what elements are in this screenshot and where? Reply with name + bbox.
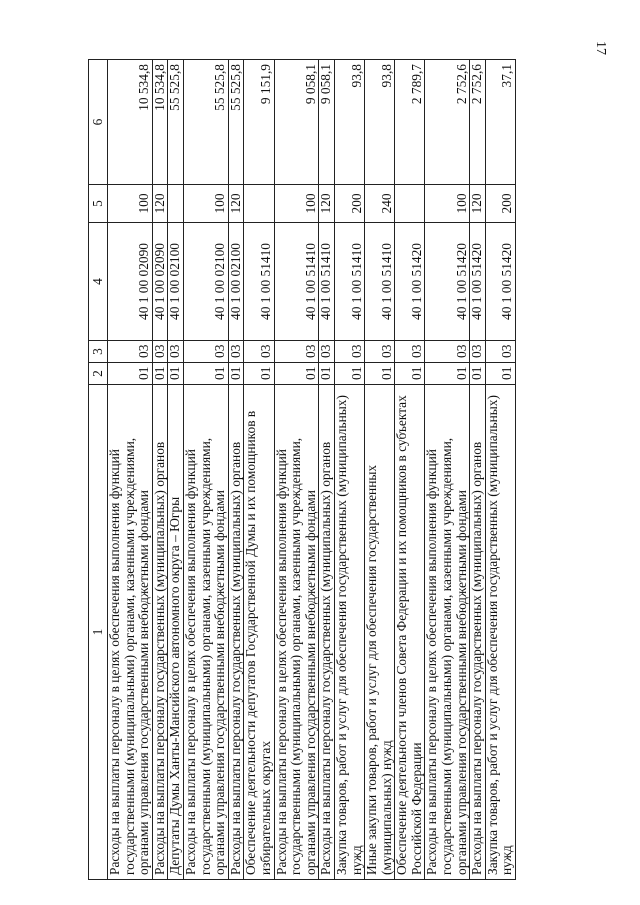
cell-section: 01 — [168, 363, 184, 385]
header-col-3: 3 — [89, 341, 108, 363]
cell-subsection: 03 — [334, 341, 364, 363]
table-row — [425, 60, 470, 880]
cell-subsection: 03 — [470, 341, 486, 363]
header-col-6: 6 — [89, 60, 108, 185]
page-number: 17 — [593, 41, 608, 55]
cell-subsection: 03 — [228, 341, 244, 363]
cell-subsection: 03 — [168, 341, 184, 363]
cell-amount: 93,8 — [334, 60, 364, 185]
cell-description: Расходы на выплаты персоналу в целях обеспечения выполнения функций государственными (муниципальными) органами, казенными учреждениями, органами управления государственными внебюджетными фондами — [274, 385, 319, 880]
cell-section: 01 — [319, 363, 335, 385]
cell-expense-type: 240 — [365, 185, 395, 223]
cell-section: 01 — [108, 363, 153, 385]
cell-amount: 2 789,7 — [395, 60, 425, 185]
cell-expense-type — [244, 185, 274, 223]
cell-subsection: 03 — [425, 341, 470, 363]
cell-description: Расходы на выплаты персоналу в целях обеспечения выполнения функций государственными (муниципальными) органами, казенными учреждениями, органами управления государственными внебюджетными фондами — [425, 385, 470, 880]
cell-amount: 9 058,1 — [319, 60, 335, 185]
cell-expense-type: 120 — [152, 185, 168, 223]
cell-target-code: 40 1 00 02100 — [228, 223, 244, 341]
budget-table — [88, 59, 516, 880]
cell-amount: 55 525,8 — [228, 60, 244, 185]
cell-amount: 93,8 — [365, 60, 395, 185]
cell-target-code: 40 1 00 51420 — [395, 223, 425, 341]
cell-description: Расходы на выплаты персоналу государственных (муниципальных) органов — [470, 385, 486, 880]
cell-target-code: 40 1 00 51410 — [274, 223, 319, 341]
header-col-4: 4 — [89, 223, 108, 341]
cell-expense-type — [168, 185, 184, 223]
cell-subsection: 03 — [183, 341, 228, 363]
cell-section: 01 — [485, 363, 515, 385]
cell-description: Депутаты Думы Ханты-Мансийского автономного округа – Югры — [168, 385, 184, 880]
table-row — [168, 60, 184, 880]
cell-amount: 2 752,6 — [425, 60, 470, 185]
rotated-page-content — [88, 60, 633, 880]
cell-expense-type: 100 — [108, 185, 153, 223]
cell-target-code: 40 1 00 51420 — [470, 223, 486, 341]
cell-section: 01 — [425, 363, 470, 385]
cell-target-code: 40 1 00 51410 — [365, 223, 395, 341]
cell-target-code: 40 1 00 51410 — [319, 223, 335, 341]
table-row — [183, 60, 228, 880]
cell-target-code: 40 1 00 02100 — [183, 223, 228, 341]
table-row — [365, 60, 395, 880]
cell-expense-type: 120 — [470, 185, 486, 223]
cell-subsection: 03 — [485, 341, 515, 363]
cell-description: Расходы на выплаты персоналу государственных (муниципальных) органов — [228, 385, 244, 880]
cell-target-code: 40 1 00 51410 — [334, 223, 364, 341]
cell-description: Закупка товаров, работ и услуг для обеспечения государственных (муниципальных) нужд — [485, 385, 515, 880]
table-row — [319, 60, 335, 880]
cell-subsection: 03 — [319, 341, 335, 363]
cell-description: Расходы на выплаты персоналу государственных (муниципальных) органов — [319, 385, 335, 880]
cell-description: Обеспечение деятельности членов Совета Федерации и их помощников в субъектах Российской Федерации — [395, 385, 425, 880]
cell-description: Расходы на выплаты персоналу в целях обеспечения выполнения функций государственными (муниципальными) органами, казенными учреждениями, органами управления государственными внебюджетными фондами — [108, 385, 153, 880]
cell-expense-type — [395, 185, 425, 223]
cell-section: 01 — [183, 363, 228, 385]
cell-target-code: 40 1 00 51420 — [425, 223, 470, 341]
table-body — [108, 60, 516, 880]
cell-amount: 55 525,8 — [183, 60, 228, 185]
cell-amount: 10 534,8 — [152, 60, 168, 185]
cell-subsection: 03 — [152, 341, 168, 363]
cell-amount: 9 151,9 — [244, 60, 274, 185]
cell-expense-type: 100 — [425, 185, 470, 223]
cell-amount: 37,1 — [485, 60, 515, 185]
cell-description: Расходы на выплаты персоналу в целях обеспечения выполнения функций государственными (муниципальными) органами, казенными учреждениями, органами управления государственными внебюджетными фондами — [183, 385, 228, 880]
cell-description: Обеспечение деятельности депутатов Государственной Думы и их помощников в избирательных округах — [244, 385, 274, 880]
cell-target-code: 40 1 00 02090 — [152, 223, 168, 341]
cell-subsection: 03 — [365, 341, 395, 363]
table-row — [228, 60, 244, 880]
cell-description: Закупка товаров, работ и услуг для обеспечения государственных (муниципальных) нужд — [334, 385, 364, 880]
table-header-row — [89, 60, 108, 880]
cell-section: 01 — [395, 363, 425, 385]
table-row — [152, 60, 168, 880]
cell-expense-type: 120 — [319, 185, 335, 223]
header-col-1: 1 — [89, 385, 108, 880]
cell-target-code: 40 1 00 51420 — [485, 223, 515, 341]
cell-section: 01 — [470, 363, 486, 385]
cell-subsection: 03 — [395, 341, 425, 363]
cell-target-code: 40 1 00 51410 — [244, 223, 274, 341]
cell-section: 01 — [228, 363, 244, 385]
table-row — [108, 60, 153, 880]
cell-section: 01 — [152, 363, 168, 385]
cell-expense-type: 120 — [228, 185, 244, 223]
cell-description: Расходы на выплаты персоналу государственных (муниципальных) органов — [152, 385, 168, 880]
cell-target-code: 40 1 00 02090 — [108, 223, 153, 341]
cell-subsection: 03 — [274, 341, 319, 363]
cell-amount: 55 525,8 — [168, 60, 184, 185]
cell-description: Иные закупки товаров, работ и услуг для обеспечения государственных (муниципальных) нужд — [365, 385, 395, 880]
table-row — [395, 60, 425, 880]
cell-subsection: 03 — [108, 341, 153, 363]
header-col-2: 2 — [89, 363, 108, 385]
cell-section: 01 — [274, 363, 319, 385]
header-col-5: 5 — [89, 185, 108, 223]
cell-amount: 2 752,6 — [470, 60, 486, 185]
cell-section: 01 — [244, 363, 274, 385]
table-row — [244, 60, 274, 880]
cell-amount: 9 058,1 — [274, 60, 319, 185]
cell-expense-type: 200 — [485, 185, 515, 223]
cell-expense-type: 100 — [274, 185, 319, 223]
cell-expense-type: 200 — [334, 185, 364, 223]
cell-section: 01 — [334, 363, 364, 385]
cell-target-code: 40 1 00 02100 — [168, 223, 184, 341]
table-row — [334, 60, 364, 880]
table-row — [274, 60, 319, 880]
cell-subsection: 03 — [244, 341, 274, 363]
cell-amount: 10 534,8 — [108, 60, 153, 185]
table-row — [485, 60, 515, 880]
table-row — [470, 60, 486, 880]
cell-expense-type: 100 — [183, 185, 228, 223]
cell-section: 01 — [365, 363, 395, 385]
